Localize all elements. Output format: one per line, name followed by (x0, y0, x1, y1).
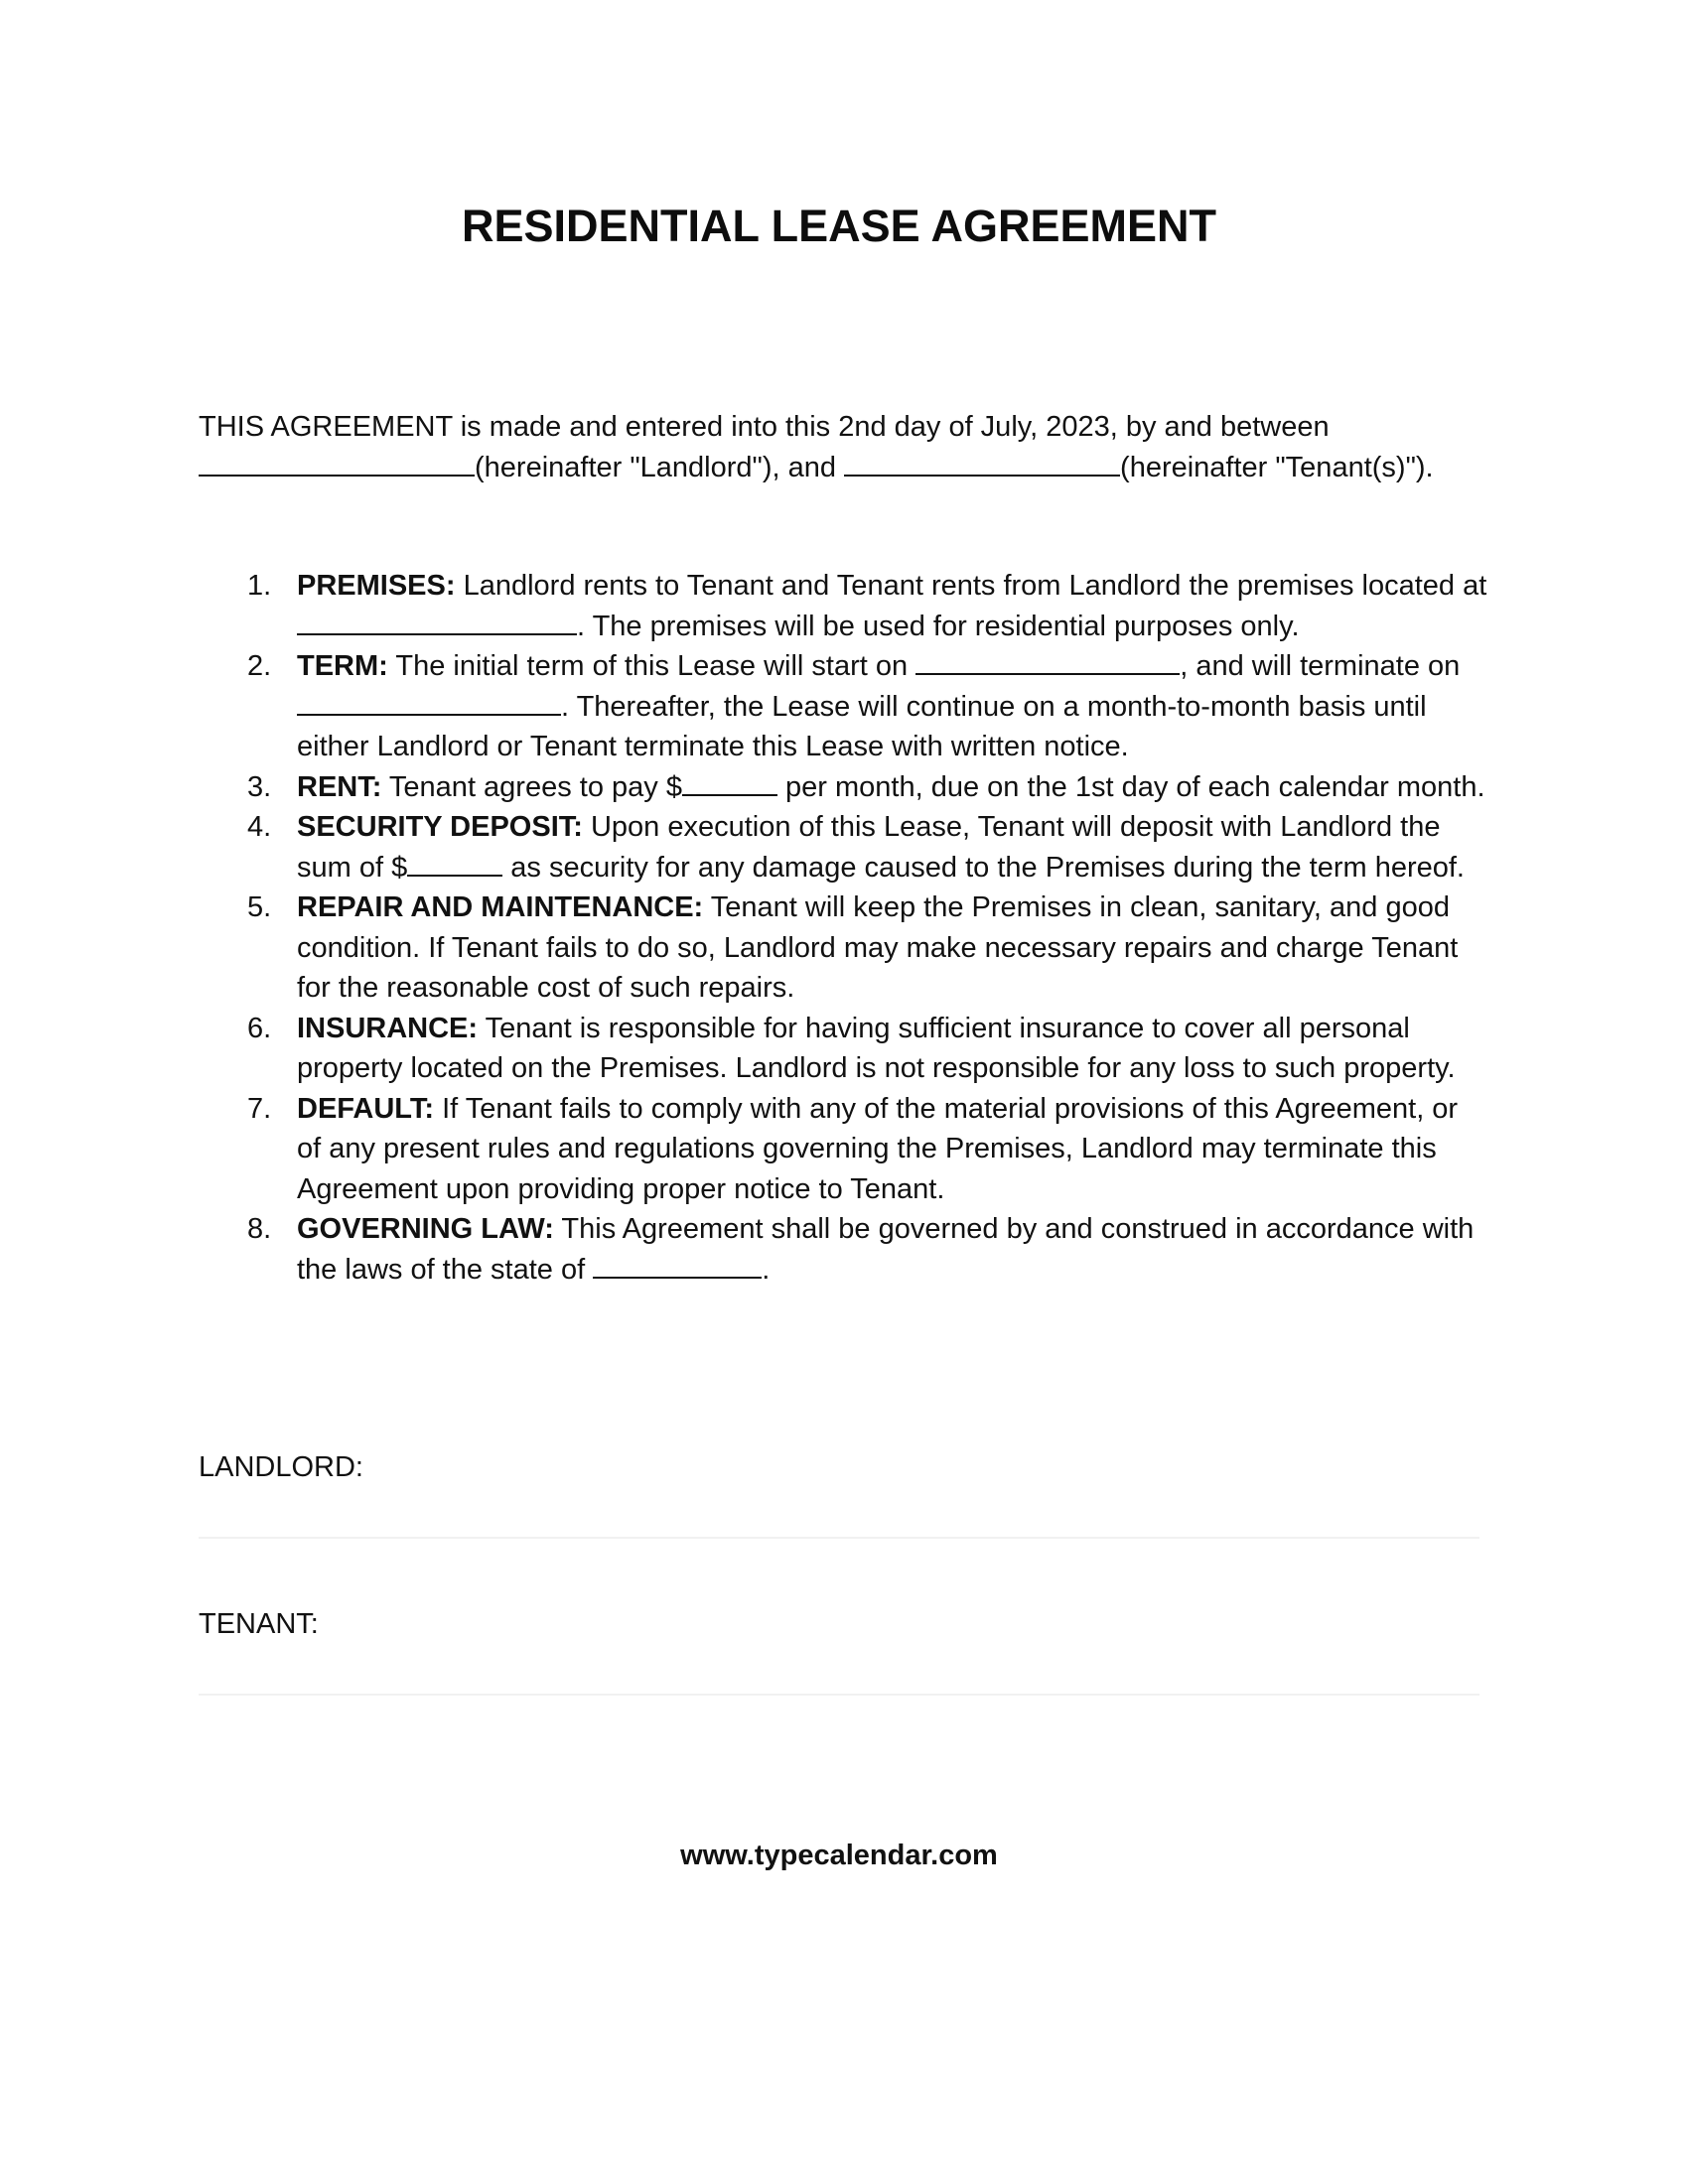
clause-number: 3. (247, 770, 272, 803)
tenant-signature-line[interactable] (199, 1694, 1479, 1696)
document-title: RESIDENTIAL LEASE AGREEMENT (461, 201, 1217, 251)
clause-text: The initial term of this Lease will start on (387, 650, 916, 682)
clause-number: 2. (247, 650, 272, 682)
clause-number: 5. (247, 891, 272, 923)
clause-text: Tenant is responsible for having sufficient insurance to cover all personal property located on the Premises. Landlord is not responsible for any loss to such property. (297, 1012, 1456, 1084)
state-blank[interactable] (593, 1251, 762, 1279)
clause-term (199, 646, 1489, 767)
clause-text: . (762, 1253, 771, 1286)
premises-address-blank[interactable] (297, 608, 577, 635)
clause-list (199, 566, 1489, 1290)
clause-number: 6. (247, 1012, 272, 1044)
clause-governing-law (199, 1209, 1489, 1290)
clause-premises (199, 566, 1489, 646)
start-date-blank[interactable] (915, 647, 1180, 675)
clause-heading: INSURANCE: (297, 1012, 479, 1044)
landlord-signature-line[interactable] (199, 1537, 1479, 1539)
clause-text: Tenant will keep the Premises in clean, sanitary, and good condition. If Tenant fails to do so, Landlord may make necessary repairs and charge Tenant for the reasonable cost of such repairs. (297, 891, 1459, 1004)
intro-text-2: (hereinafter "Landlord"), and (475, 451, 845, 483)
clause-insurance (199, 1009, 1489, 1089)
intro-text-1: THIS AGREEMENT is made and entered into this 2nd day of July, 2023, by and between (199, 411, 1330, 443)
clause-number: 8. (247, 1213, 272, 1245)
clause-repair-maintenance (199, 887, 1489, 1009)
clause-text: as security for any damage caused to the Premises during the term hereof. (502, 851, 1465, 884)
tenant-signature-label: TENANT: (199, 1608, 319, 1640)
clause-heading: TERM: (297, 650, 388, 682)
clause-text: Landlord rents to Tenant and Tenant rents from Landlord the premises located at (455, 570, 1487, 602)
clause-text: This Agreement shall be governed by and construed in accordance with the laws of the state of (297, 1213, 1475, 1286)
clause-text: per month, due on the 1st day of each calendar month. (776, 770, 1485, 803)
intro-paragraph (199, 407, 1479, 487)
clause-heading: PREMISES: (297, 570, 456, 602)
clause-text: Upon execution of this Lease, Tenant will deposit with Landlord the sum of $ (297, 811, 1441, 884)
clause-default (199, 1089, 1489, 1210)
clause-text: Tenant agrees to pay $ (381, 770, 682, 803)
end-date-blank[interactable] (297, 688, 561, 716)
rent-amount-blank[interactable] (682, 768, 777, 796)
clause-text: , and will terminate on (1180, 650, 1461, 682)
clause-text: If Tenant fails to comply with any of the material provisions of this Agreement, or of any present rules and regulations governing the Premises, Landlord may terminate this Agreement upon providing proper notice to Tenant. (297, 1092, 1459, 1205)
landlord-name-blank[interactable] (199, 449, 475, 477)
clause-text: . Thereafter, the Lease will continue on a month-to-month basis until either Landlord or Tenant terminate this Lease with written notice. (297, 690, 1427, 762)
clause-text: . The premises will be used for residential purposes only. (577, 610, 1300, 642)
clause-security-deposit (199, 807, 1489, 887)
clause-heading: DEFAULT: (297, 1092, 435, 1125)
clause-heading: REPAIR AND MAINTENANCE: (297, 891, 704, 923)
clause-number: 4. (247, 811, 272, 843)
footer-website: www.typecalendar.com (680, 1840, 998, 1871)
clause-heading: RENT: (297, 770, 382, 803)
landlord-signature-label: LANDLORD: (199, 1451, 363, 1483)
clause-number: 1. (247, 570, 272, 602)
tenant-name-blank[interactable] (844, 449, 1120, 477)
clause-number: 7. (247, 1092, 272, 1125)
deposit-amount-blank[interactable] (407, 849, 502, 877)
intro-text-3: (hereinafter "Tenant(s)"). (1120, 451, 1434, 483)
clause-heading: GOVERNING LAW: (297, 1213, 554, 1245)
clause-rent (199, 767, 1489, 808)
clause-heading: SECURITY DEPOSIT: (297, 811, 583, 843)
